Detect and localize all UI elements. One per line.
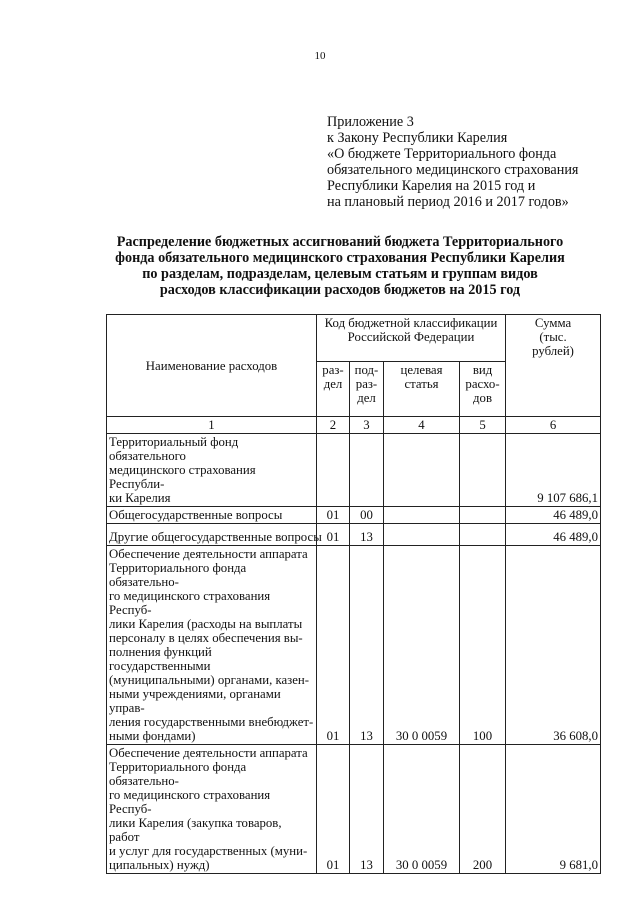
name-line: (муниципальными) органами, казен- xyxy=(109,673,310,687)
name-line: Другие общегосударственные вопросы xyxy=(109,530,322,544)
title-line: фонда обязательного медицинского страхования Республики Карелия xyxy=(115,250,565,266)
appendix-line: к Закону Республики Карелия xyxy=(327,130,508,146)
target-article xyxy=(384,507,460,524)
target-article: 30 0 0059 xyxy=(384,546,460,745)
table-row xyxy=(107,745,601,874)
page-number: 10 xyxy=(314,50,326,62)
header-section xyxy=(317,362,350,417)
target-article xyxy=(384,434,460,507)
expense-name xyxy=(107,524,322,546)
column-number: 1 xyxy=(107,417,317,434)
section-code: 01 xyxy=(317,507,350,524)
name-line: Территориального фонда обязательно- xyxy=(109,561,247,589)
name-line: лики Карелия (расходы на выплаты xyxy=(109,617,303,631)
header-sum xyxy=(506,315,601,417)
header-kind-line: дов xyxy=(473,391,492,405)
header-subsection xyxy=(350,362,384,417)
header-section-line: раз- xyxy=(322,363,344,377)
name-line: ными фондами) xyxy=(109,729,196,743)
header-subsection-line: дел xyxy=(357,391,376,405)
name-line: Обеспечение деятельности аппарата xyxy=(109,547,308,561)
appendix-line: Приложение 3 xyxy=(327,114,414,130)
header-sum-line: Сумма xyxy=(534,316,572,330)
expense-kind: 200 xyxy=(460,745,506,874)
subsection-code xyxy=(350,434,384,507)
header-target-line: целевая xyxy=(400,363,443,377)
title-line: Распределение бюджетных ассигнований бюджета Территориального xyxy=(116,234,564,250)
name-line: Обеспечение деятельности аппарата xyxy=(109,746,308,760)
name-line: Общегосударственные вопросы xyxy=(109,508,283,522)
expense-name xyxy=(107,745,317,874)
title-line: по разделам, подразделам, целевым статьям и группам видов xyxy=(142,266,538,282)
sum-value: 9 107 686,1 xyxy=(506,434,601,507)
column-number: 5 xyxy=(460,417,506,434)
name-line: ципальных) нужд) xyxy=(109,858,210,872)
name-line: ления государственными внебюджет- xyxy=(109,715,314,729)
table-row xyxy=(107,524,601,546)
header-classification-code: Код бюджетной классификации Российской Федерации xyxy=(317,315,506,362)
header-kind-line: вид xyxy=(472,363,493,377)
subsection-code: 13 xyxy=(350,524,384,546)
expense-kind xyxy=(460,434,506,507)
sum-value: 36 608,0 xyxy=(506,546,601,745)
name-line: ными учреждениями, органами управ- xyxy=(109,687,281,715)
name-line: персоналу в целях обеспечения вы- xyxy=(109,631,303,645)
target-article xyxy=(384,524,460,546)
header-subsection-line: под- xyxy=(354,363,379,377)
subsection-code: 00 xyxy=(350,507,384,524)
header-expense-name: Наименование расходов xyxy=(107,315,317,417)
table-row xyxy=(107,546,601,745)
name-line: лики Карелия (закупка товаров, работ xyxy=(109,816,282,844)
expense-kind xyxy=(460,507,506,524)
expense-name xyxy=(107,507,317,524)
table-row xyxy=(107,434,601,507)
header-section-line: дел xyxy=(323,377,343,391)
subsection-code: 13 xyxy=(350,745,384,874)
name-line: Территориального фонда обязательно- xyxy=(109,760,247,788)
section-code xyxy=(317,434,350,507)
sum-value: 46 489,0 xyxy=(506,524,601,546)
section-code: 01 xyxy=(317,524,350,546)
header-row xyxy=(107,315,601,362)
table-row xyxy=(107,507,601,524)
section-code: 01 xyxy=(317,546,350,745)
column-number-row xyxy=(107,417,601,434)
name-line: го медицинского страхования Респуб- xyxy=(109,589,271,617)
header-target-article xyxy=(384,362,460,417)
title-line: расходов классификации расходов бюджетов на 2015 год xyxy=(159,282,521,298)
header-target-line: статья xyxy=(404,377,439,391)
column-number: 4 xyxy=(384,417,460,434)
header-sum-line: (тыс. xyxy=(539,330,567,344)
name-line: и услуг для государственных (муни- xyxy=(109,844,308,858)
expense-name xyxy=(107,546,317,745)
name-line: го медицинского страхования Респуб- xyxy=(109,788,271,816)
document-title xyxy=(80,234,600,298)
name-line: полнения функций государственными xyxy=(109,645,212,673)
appendix-line: Республики Карелия на 2015 год и xyxy=(327,178,536,194)
target-article: 30 0 0059 xyxy=(384,745,460,874)
header-expense-kind xyxy=(460,362,506,417)
sum-value: 9 681,0 xyxy=(506,745,601,874)
appendix-line: обязательного медицинского страхования xyxy=(327,162,579,178)
header-subsection-line: раз- xyxy=(355,377,378,391)
appendix-reference xyxy=(327,114,578,210)
name-line: Территориальный фонд обязательного xyxy=(109,435,239,463)
budget-table xyxy=(106,314,601,874)
name-line: ки Карелия xyxy=(109,491,171,505)
column-number: 2 xyxy=(317,417,350,434)
name-line: медицинского страхования Республи- xyxy=(109,463,256,491)
column-number: 3 xyxy=(350,417,384,434)
subsection-code: 13 xyxy=(350,546,384,745)
header-sum-line: рублей) xyxy=(532,344,574,358)
expense-kind: 100 xyxy=(460,546,506,745)
appendix-line: «О бюджете Территориального фонда xyxy=(327,146,557,162)
column-number: 6 xyxy=(506,417,601,434)
expense-kind xyxy=(460,524,506,546)
appendix-line: на плановый период 2016 и 2017 годов» xyxy=(327,194,569,210)
header-kind-line: расхо- xyxy=(465,377,500,391)
section-code: 01 xyxy=(317,745,350,874)
sum-value: 46 489,0 xyxy=(506,507,601,524)
expense-name xyxy=(107,434,317,507)
